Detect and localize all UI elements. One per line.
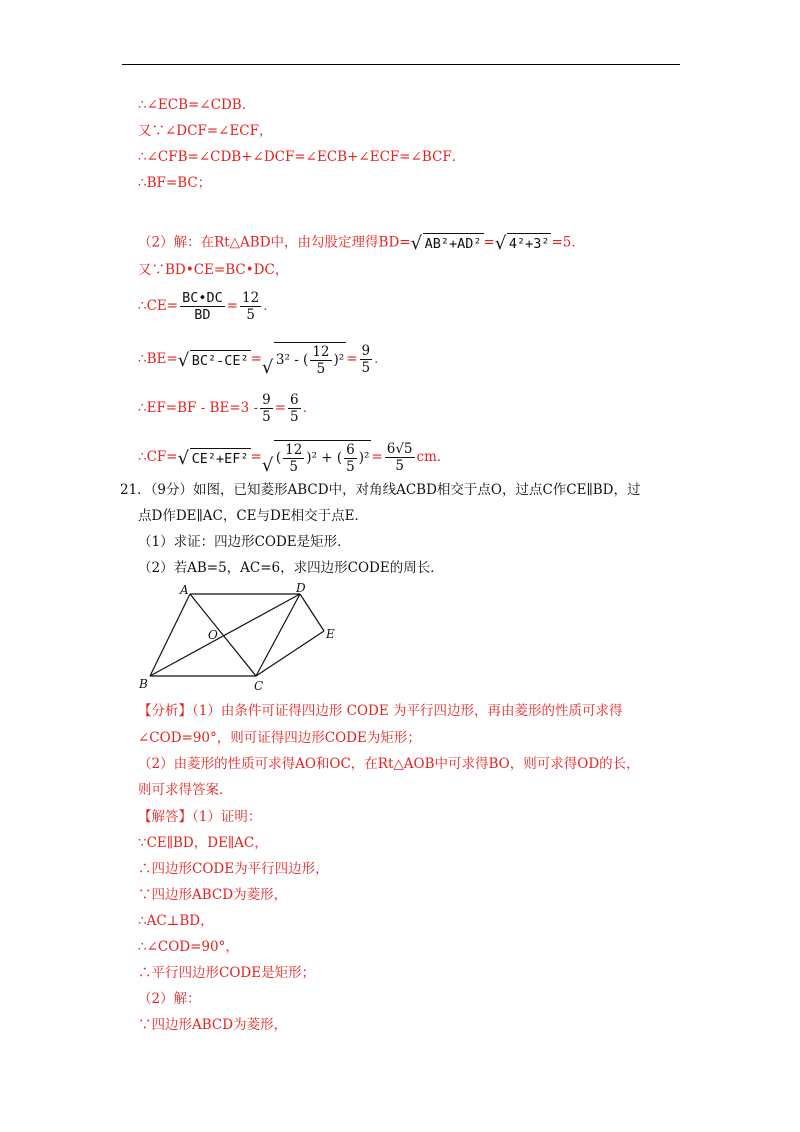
answer-line-9: ∵四边形ABCD为菱形，: [138, 1017, 288, 1033]
text-segment: ．: [263, 298, 277, 314]
solution-line-1: ∴∠ECB=∠CDB．: [138, 97, 256, 113]
numerator: 6: [290, 392, 299, 408]
fraction: [385, 441, 415, 474]
numerator: 12: [312, 344, 330, 360]
answer-line-2: ∵CE∥BD，DE∥AC，: [138, 835, 268, 851]
question-21-part-2: （2）若AB=5，AC=6，求四边形CODE的周长．: [138, 560, 444, 576]
label-c: C: [254, 679, 264, 692]
radicand: BC²-CE²: [190, 350, 251, 370]
denominator: 5: [289, 459, 298, 475]
denominator: 5: [361, 360, 371, 376]
geometry-diagram: [138, 582, 348, 692]
equals: =: [274, 400, 286, 416]
solution-line-3: ∴∠CFB=∠CDB+∠DCF=∠ECB+∠ECF=∠BCF．: [138, 149, 466, 165]
sqrt-expression: √ CE²+EF²: [177, 447, 249, 469]
text-segment: )² + (: [306, 450, 343, 466]
denominator: 5: [290, 409, 299, 425]
label-e: E: [326, 627, 335, 641]
solution-line-7: [138, 290, 277, 323]
fraction: [288, 392, 301, 425]
fraction: [240, 290, 261, 323]
segment-de: [300, 594, 324, 631]
solution-line-8: [138, 342, 388, 377]
denominator: 5: [246, 307, 255, 323]
equals: =: [371, 449, 383, 465]
equals: =: [250, 351, 262, 367]
segment-ce: [256, 631, 324, 676]
analysis-line-2: ∠COD=90°，则可证得四边形CODE为矩形；: [138, 730, 421, 746]
question-21-line-1: 21．（9分）如图，已知菱形ABCD中，对角线ACBD相交于点O，过点C作CE∥BD，过: [120, 482, 641, 498]
fraction: [283, 442, 304, 475]
text-segment: （2）解：在Rt△ABD中，由勾股定理得BD=: [138, 234, 411, 251]
text-segment: ∴EF=BF - BE=3 -: [138, 400, 259, 416]
text-segment: ∴CE=: [138, 298, 179, 314]
text-segment: ．: [302, 400, 317, 416]
answer-line-6: ∴∠COD=90°，: [138, 939, 239, 955]
equals: =: [226, 298, 239, 314]
label-a: A: [180, 583, 189, 597]
question-21-part-1: （1）求证：四边形CODE是矩形．: [138, 534, 351, 550]
label-b: B: [139, 677, 148, 691]
denominator: 5: [346, 459, 355, 475]
question-21-line-2: 点D作DE∥AC，CE与DE相交于点E．: [138, 508, 369, 524]
equals: =: [346, 351, 358, 367]
answer-line-4: ∵四边形ABCD为菱形，: [138, 887, 288, 903]
denominator: 5: [395, 458, 404, 474]
fraction: [344, 442, 357, 475]
numerator: 6√5: [386, 441, 413, 457]
sqrt-expression: √ ( $\frac{12}{5}$ )² + ( $\frac{6}{5}$ )²: [261, 442, 370, 476]
solution-line-10: [138, 440, 450, 475]
diagonal-ac: [190, 594, 256, 676]
sqrt-expression: √ 3² - ( $\frac{12}{5}$ )²: [261, 344, 345, 378]
analysis-line-3: （2）由菱形的性质可求得AO和OC，在Rt△AOB中可求得BO，则可求得OD的长，: [138, 756, 640, 772]
text-segment: )²: [358, 450, 370, 466]
text-segment: (: [275, 450, 282, 466]
text-segment: ∴BE=: [138, 351, 178, 367]
equals: =: [483, 234, 495, 251]
radicand: 4²+3²: [507, 233, 552, 253]
analysis-line-4: 则可求得答案．: [138, 782, 233, 798]
denominator: 5: [316, 361, 326, 377]
answer-line-5: ∴AC⊥BD，: [138, 913, 214, 929]
fraction: [360, 343, 373, 376]
numerator: 9: [262, 392, 271, 408]
numerator: 6: [346, 442, 355, 458]
denominator: BD: [194, 307, 211, 323]
sqrt-expression: √ AB²+AD²: [410, 233, 482, 254]
numerator: 12: [242, 290, 260, 306]
text-segment: ∴CF=: [138, 449, 178, 465]
solution-line-9: [138, 392, 316, 425]
header-rule: [122, 64, 680, 65]
numerator: BC•DC: [182, 290, 223, 306]
fraction: [180, 290, 225, 323]
solution-line-4: ∴BF=BC；: [138, 175, 212, 191]
text-segment: =5．: [551, 234, 585, 251]
sqrt-expression: √ 4²+3²: [494, 233, 550, 254]
equals: =: [250, 449, 262, 465]
label-o: O: [208, 628, 218, 642]
numerator: 9: [361, 343, 371, 359]
text-segment: 3² - (: [275, 352, 309, 368]
fraction: [310, 344, 331, 377]
answer-line-7: ∴平行四边形CODE是矩形；: [138, 965, 316, 981]
sqrt-expression: √ BC²-CE²: [177, 349, 249, 371]
fraction: [260, 392, 273, 425]
text-segment: ．: [374, 351, 388, 367]
solution-line-2: 又∵∠DCF=∠ECF，: [138, 123, 273, 139]
answer-line-3: ∴四边形CODE为平行四边形，: [138, 861, 329, 877]
answer-line-8: （2）解：: [138, 991, 201, 1007]
label-d: D: [296, 582, 306, 595]
numerator: 12: [285, 442, 303, 458]
radicand: CE²+EF²: [190, 448, 251, 468]
rhombus-figure: [138, 582, 348, 696]
text-segment: )²: [333, 352, 345, 368]
answer-line-1: 【解答】（1）证明：: [138, 809, 262, 825]
text-segment: cm．: [416, 449, 451, 465]
solution-line-5: [138, 233, 585, 253]
radicand: AB²+AD²: [423, 233, 484, 253]
analysis-line-1: 【分析】（1）由条件可证得四边形 CODE 为平行四边形，再由菱形的性质可求得: [138, 703, 623, 719]
segment-ab: [150, 594, 190, 676]
solution-line-6: 又∵BD•CE=BC•DC，: [138, 262, 289, 278]
denominator: 5: [262, 409, 271, 425]
